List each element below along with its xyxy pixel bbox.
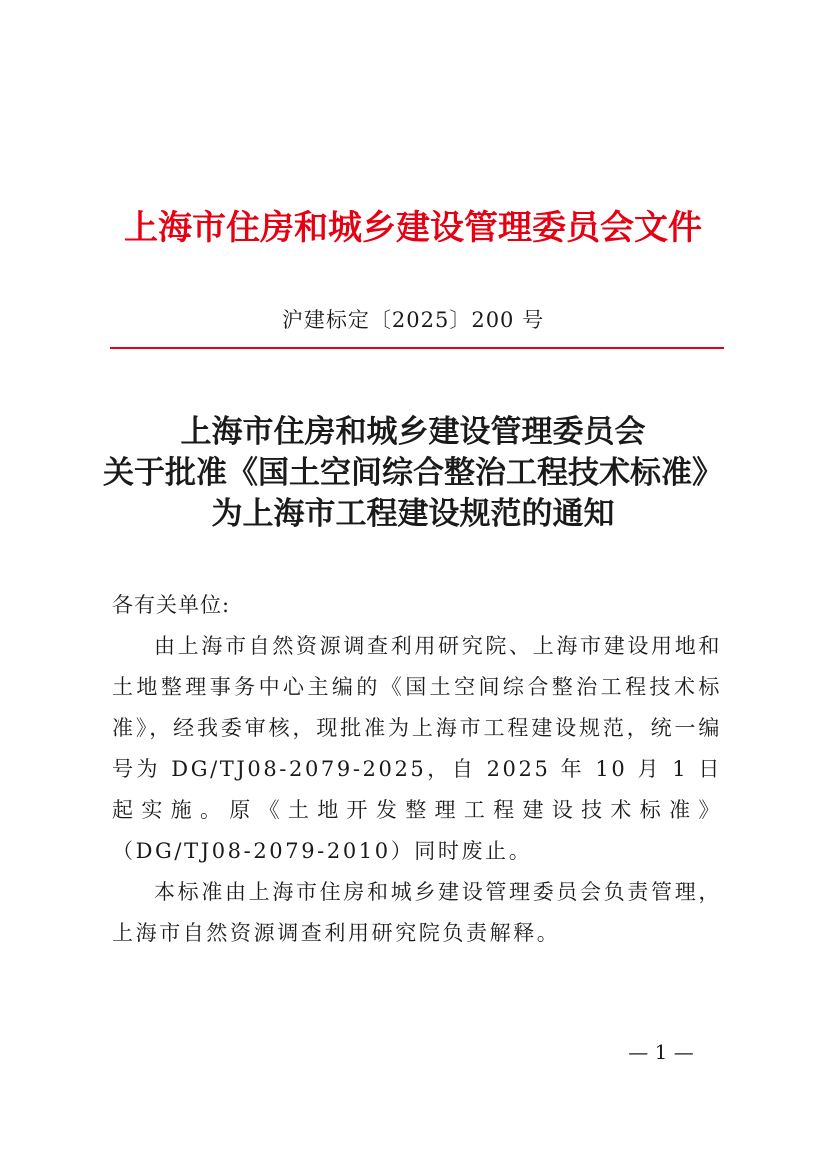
red-divider-line xyxy=(110,347,724,349)
title-line-2: 关于批准《国土空间综合整治工程技术标准》 xyxy=(103,455,723,491)
document-title xyxy=(60,412,766,535)
document-body xyxy=(112,585,722,954)
body-paragraph-2: 本标准由上海市住房和城乡建设管理委员会负责管理，上海市自然资源调查利用研究院负责解释。 xyxy=(112,880,722,945)
body-paragraph-1: 由上海市自然资源调查利用研究院、上海市建设用地和土地整理事务中心主编的《国土空间综合整治工程技术标准》，经我委审核，现批准为上海市工程建设规范，统一编号为 DG/TJ08-2079-2025，自 2025 年 10 月 1 日起实施。原《土地开发整理工程建设技术标准》（DG/TJ08-2079-2010）同时废止。 xyxy=(112,634,722,863)
title-line-1: 上海市住房和城乡建设管理委员会 xyxy=(180,414,646,450)
document-number: 沪建标定〔2025〕200 号 xyxy=(281,308,545,332)
page-number: — 1 — xyxy=(628,1040,694,1064)
issuer-header: 上海市住房和城乡建设管理委员会文件 xyxy=(124,208,702,248)
title-line-3: 为上海市工程建设规范的通知 xyxy=(211,496,615,532)
salutation: 各有关单位: xyxy=(112,593,231,617)
